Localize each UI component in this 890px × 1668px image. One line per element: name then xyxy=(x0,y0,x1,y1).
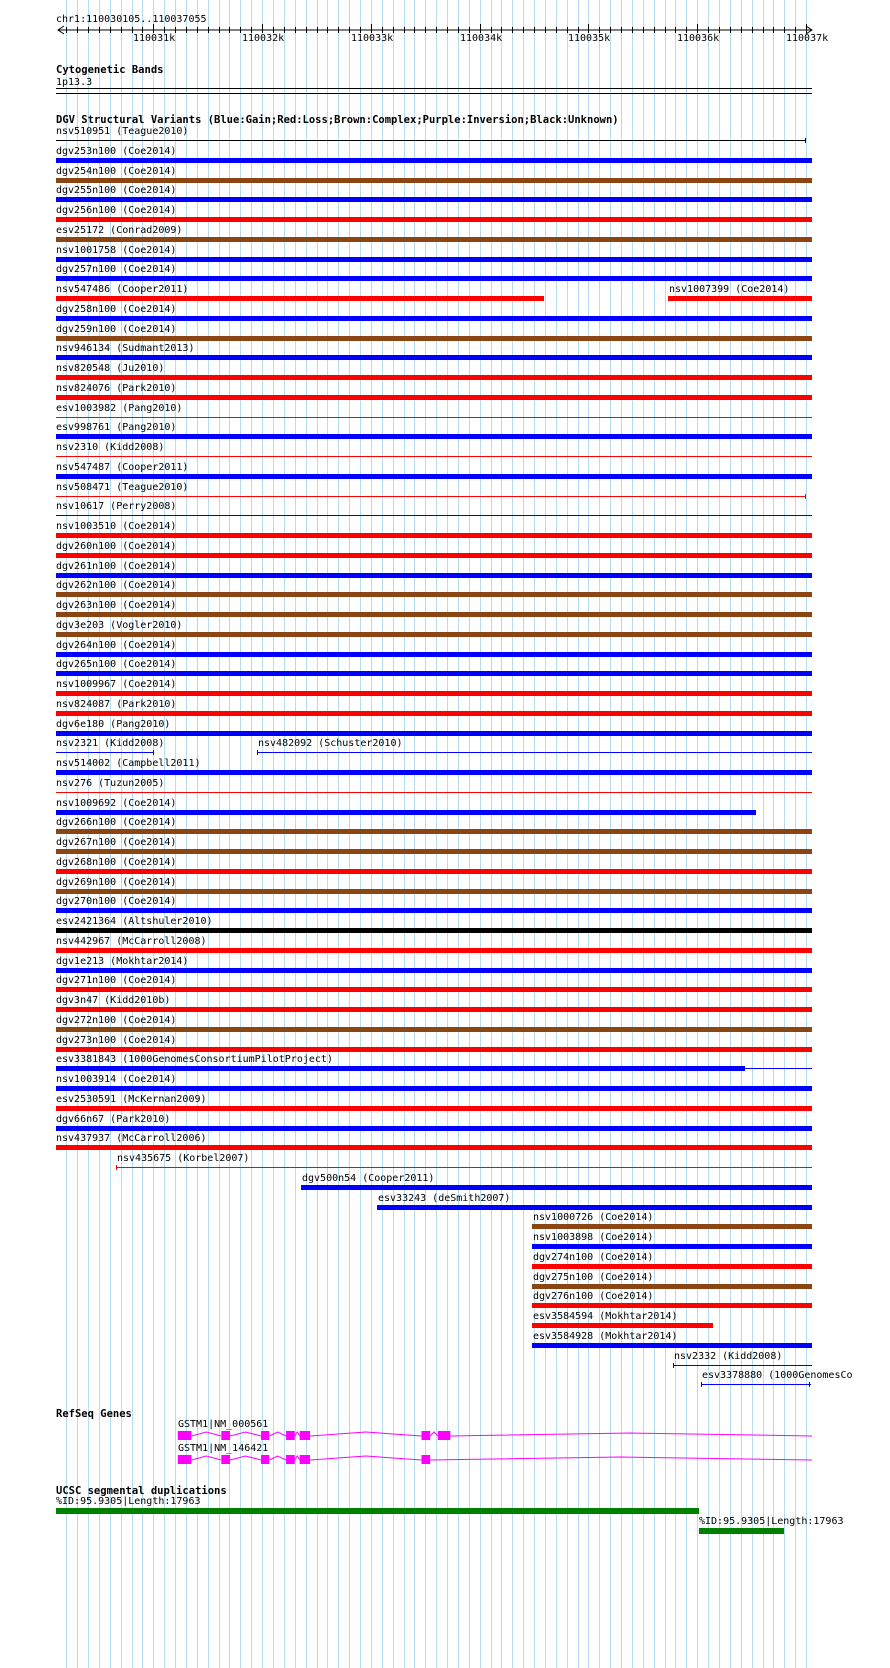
variant-label: dgv254n100 (Coe2014) xyxy=(56,166,177,177)
variant-bar[interactable] xyxy=(56,1106,812,1111)
exon-block xyxy=(286,1455,295,1464)
grid-line xyxy=(393,0,394,1668)
variant-bar[interactable] xyxy=(56,336,812,341)
exon-block xyxy=(438,1431,451,1440)
segdup-label: %ID:95.9305|Length:17963 xyxy=(56,1496,201,1507)
grid-line xyxy=(186,0,187,1668)
grid-line xyxy=(436,0,437,1668)
variant-bar[interactable] xyxy=(56,1126,812,1131)
grid-line xyxy=(360,0,361,1668)
grid-line xyxy=(295,0,296,1668)
variant-label: esv3381843 (1000GenomesConsortiumPilotProject) xyxy=(56,1054,333,1065)
variant-label: nsv547486 (Cooper2011) xyxy=(56,284,189,295)
exon-block xyxy=(261,1431,269,1440)
variant-label: dgv266n100 (Coe2014) xyxy=(56,817,177,828)
variant-label: nsv2321 (Kidd2008) xyxy=(56,738,165,749)
variant-bar[interactable] xyxy=(56,158,812,163)
variant-label: nsv1009967 (Coe2014) xyxy=(56,679,177,690)
variant-label: dgv261n100 (Coe2014) xyxy=(56,561,177,572)
variant-label: dgv272n100 (Coe2014) xyxy=(56,1015,177,1026)
variant-bar[interactable] xyxy=(532,1224,812,1229)
exon-block xyxy=(286,1431,295,1440)
exon-block xyxy=(300,1431,310,1440)
variant-label: nsv510951 (Teague2010) xyxy=(56,126,189,137)
variant-bar[interactable] xyxy=(56,889,812,894)
intron-line xyxy=(269,1456,286,1460)
variant-bar[interactable] xyxy=(56,987,812,992)
variant-bar[interactable] xyxy=(56,515,812,516)
variant-label: dgv275n100 (Coe2014) xyxy=(533,1272,654,1283)
variant-bar[interactable] xyxy=(56,928,812,933)
variant-label: dgv3e203 (Vogler2010) xyxy=(56,620,183,631)
grid-line xyxy=(414,0,415,1668)
variant-label: dgv3n47 (Kidd2010b) xyxy=(56,995,171,1006)
variant-label: nsv2310 (Kidd2008) xyxy=(56,442,165,453)
grid-line xyxy=(512,0,513,1668)
variant-label: dgv260n100 (Coe2014) xyxy=(56,541,177,552)
grid-line xyxy=(349,0,350,1668)
variant-label: nsv1007399 (Coe2014) xyxy=(669,284,790,295)
variant-bar[interactable] xyxy=(56,417,812,418)
intron-line xyxy=(310,1432,421,1436)
variant-label: dgv262n100 (Coe2014) xyxy=(56,580,177,591)
variant-label: dgv1e213 (Mokhtar2014) xyxy=(56,956,189,967)
grid-line xyxy=(425,0,426,1668)
variant-bar[interactable] xyxy=(56,1145,812,1150)
variant-bar[interactable] xyxy=(56,968,812,973)
variant-bar[interactable] xyxy=(56,375,812,380)
variant-bar[interactable] xyxy=(56,652,812,657)
variant-bar[interactable] xyxy=(56,496,806,497)
variant-label: nsv1001758 (Coe2014) xyxy=(56,245,177,256)
grid-line xyxy=(675,0,676,1668)
variant-end-cap xyxy=(153,750,154,755)
grid-line xyxy=(306,0,307,1668)
variant-label: esv3584928 (Mokhtar2014) xyxy=(533,1331,678,1342)
exon-block xyxy=(421,1431,430,1440)
variant-label: dgv256n100 (Coe2014) xyxy=(56,205,177,216)
grid-line xyxy=(208,0,209,1668)
grid-line xyxy=(697,0,698,1668)
variant-bar[interactable] xyxy=(377,1205,812,1210)
variant-bar[interactable] xyxy=(301,1185,812,1190)
variant-bar[interactable] xyxy=(56,197,812,202)
variant-label: esv3584594 (Mokhtar2014) xyxy=(533,1311,678,1322)
variant-bar[interactable] xyxy=(701,1384,811,1385)
variant-bar[interactable] xyxy=(56,849,812,854)
variant-bar[interactable] xyxy=(56,533,812,538)
variant-bar[interactable] xyxy=(56,869,812,874)
variant-label: esv3378880 (1000GenomesCo xyxy=(702,1370,853,1381)
grid-line xyxy=(654,0,655,1668)
variant-bar[interactable] xyxy=(56,691,812,696)
variant-label: nsv824076 (Park2010) xyxy=(56,383,177,394)
grid-line xyxy=(730,0,731,1668)
intron-line xyxy=(430,1432,438,1436)
grid-line xyxy=(197,0,198,1668)
variant-bar[interactable] xyxy=(532,1244,812,1249)
exon-block xyxy=(300,1455,310,1464)
variant-label: nsv1003510 (Coe2014) xyxy=(56,521,177,532)
transcript-label: GSTM1|NM_146421 xyxy=(178,1443,269,1454)
grid-line xyxy=(632,0,633,1668)
variant-bar[interactable] xyxy=(532,1284,812,1289)
intron-line xyxy=(310,1456,421,1460)
variant-bar[interactable] xyxy=(532,1323,713,1328)
variant-label: nsv547487 (Cooper2011) xyxy=(56,462,189,473)
ruler-tick-label: 110036k xyxy=(677,33,720,44)
segdup-track-title: UCSC segmental duplications xyxy=(56,1485,227,1497)
variant-bar[interactable] xyxy=(56,434,812,439)
variant-bar[interactable] xyxy=(56,553,812,558)
variant-label: nsv442967 (McCarroll2008) xyxy=(56,936,207,947)
variant-bar[interactable] xyxy=(56,948,812,953)
ruler-tick-label: 110031k xyxy=(133,33,176,44)
variant-end-cap xyxy=(116,1165,117,1170)
ruler-tick-label: 110032k xyxy=(242,33,285,44)
variant-label: dgv273n100 (Coe2014) xyxy=(56,1035,177,1046)
grid-line xyxy=(741,0,742,1668)
variant-bar[interactable] xyxy=(56,829,812,834)
grid-line xyxy=(599,0,600,1668)
variant-label: dgv257n100 (Coe2014) xyxy=(56,264,177,275)
ruler-tick-label: 110034k xyxy=(460,33,503,44)
grid-line xyxy=(219,0,220,1668)
grid-line xyxy=(773,0,774,1668)
variant-bar[interactable] xyxy=(56,316,812,321)
cytoband-label: 1p13.3 xyxy=(56,77,93,88)
variant-label: dgv264n100 (Coe2014) xyxy=(56,640,177,651)
variant-label: nsv1000726 (Coe2014) xyxy=(533,1212,654,1223)
grid-line xyxy=(273,0,274,1668)
segdup-label: %ID:95.9305|Length:17963 xyxy=(699,1516,844,1527)
segdup-bar[interactable] xyxy=(699,1528,784,1534)
grid-line xyxy=(545,0,546,1668)
ruler-tick-label: 110037k xyxy=(786,33,829,44)
grid-line xyxy=(643,0,644,1668)
variant-label: nsv514002 (Campbell2011) xyxy=(56,758,201,769)
grid-line xyxy=(806,0,807,1668)
dgv-track-title: DGV Structural Variants (Blue:Gain;Red:Loss;Brown:Complex;Purple:Inversion;Black:Unknown) xyxy=(56,114,619,126)
exon-block xyxy=(421,1455,430,1464)
variant-bar[interactable] xyxy=(56,1066,745,1071)
variant-label: nsv10617 (Perry2008) xyxy=(56,501,177,512)
variant-label: dgv500n54 (Cooper2011) xyxy=(302,1173,435,1184)
grid-line xyxy=(763,0,764,1668)
variant-bar[interactable] xyxy=(532,1264,812,1269)
variant-bar[interactable] xyxy=(532,1303,812,1308)
ruler-tick-label: 110033k xyxy=(351,33,394,44)
grid-line xyxy=(621,0,622,1668)
variant-label: dgv269n100 (Coe2014) xyxy=(56,877,177,888)
variant-bar[interactable] xyxy=(56,456,812,457)
variant-bar[interactable] xyxy=(56,140,806,141)
grid-line xyxy=(240,0,241,1668)
variant-label: nsv824087 (Park2010) xyxy=(56,699,177,710)
variant-label: dgv255n100 (Coe2014) xyxy=(56,185,177,196)
variant-bar[interactable] xyxy=(56,770,812,775)
variant-label: dgv6e180 (Pang2010) xyxy=(56,719,171,730)
variant-label: dgv258n100 (Coe2014) xyxy=(56,304,177,315)
variant-label: dgv265n100 (Coe2014) xyxy=(56,659,177,670)
grid-line xyxy=(404,0,405,1668)
grid-line xyxy=(327,0,328,1668)
grid-line xyxy=(556,0,557,1668)
grid-line xyxy=(686,0,687,1668)
variant-bar[interactable] xyxy=(56,355,812,360)
variant-bar[interactable] xyxy=(56,296,544,301)
variant-label: dgv270n100 (Coe2014) xyxy=(56,896,177,907)
variant-bar[interactable] xyxy=(116,1167,812,1168)
grid-line xyxy=(371,0,372,1668)
intron-line xyxy=(295,1456,300,1460)
intron-line xyxy=(450,1433,812,1436)
variant-bar[interactable] xyxy=(56,711,812,716)
variant-bar[interactable] xyxy=(56,178,812,183)
grid-line xyxy=(317,0,318,1668)
variant-bar[interactable] xyxy=(56,573,812,578)
variant-bar[interactable] xyxy=(56,395,812,400)
variant-bar[interactable] xyxy=(56,276,812,281)
variant-bar[interactable] xyxy=(673,1365,812,1366)
grid-line xyxy=(523,0,524,1668)
exon-block xyxy=(221,1431,230,1440)
grid-line xyxy=(501,0,502,1668)
cytoband-divider-top xyxy=(56,88,812,89)
variant-label: dgv274n100 (Coe2014) xyxy=(533,1252,654,1263)
variant-label: nsv435675 (Korbel2007) xyxy=(117,1153,250,1164)
variant-end-cap xyxy=(673,1363,674,1368)
variant-bar[interactable] xyxy=(532,1343,812,1348)
variant-label: nsv437937 (McCarroll2006) xyxy=(56,1133,207,1144)
intron-line xyxy=(230,1432,261,1436)
variant-bar[interactable] xyxy=(56,810,756,815)
cytoband-track-title: Cytogenetic Bands xyxy=(56,64,164,76)
variant-label: nsv2332 (Kidd2008) xyxy=(674,1351,783,1362)
exon-block xyxy=(221,1455,230,1464)
variant-label: nsv276 (Tuzun2005) xyxy=(56,778,165,789)
transcript-model[interactable] xyxy=(0,1453,890,1467)
grid-line xyxy=(708,0,709,1668)
variant-label: nsv1009692 (Coe2014) xyxy=(56,798,177,809)
grid-line xyxy=(251,0,252,1668)
grid-line xyxy=(262,0,263,1668)
variant-label: esv2421364 (Altshuler2010) xyxy=(56,916,213,927)
variant-label: dgv268n100 (Coe2014) xyxy=(56,857,177,868)
variant-label: nsv508471 (Teague2010) xyxy=(56,482,189,493)
grid-line xyxy=(578,0,579,1668)
location-label: chr1:110030105..110037055 xyxy=(56,14,207,25)
grid-line xyxy=(458,0,459,1668)
grid-line xyxy=(784,0,785,1668)
grid-line xyxy=(480,0,481,1668)
variant-bar[interactable] xyxy=(56,632,812,637)
variant-bar[interactable] xyxy=(56,1027,812,1032)
grid-line xyxy=(382,0,383,1668)
grid-line xyxy=(534,0,535,1668)
grid-line xyxy=(469,0,470,1668)
variant-label: esv33243 (deSmith2007) xyxy=(378,1193,511,1204)
grid-line xyxy=(491,0,492,1668)
variant-label: dgv66n67 (Park2010) xyxy=(56,1114,171,1125)
intron-line xyxy=(230,1456,261,1460)
grid-line xyxy=(284,0,285,1668)
variant-label: esv2530591 (McKernan2009) xyxy=(56,1094,207,1105)
variant-bar[interactable] xyxy=(56,1007,812,1012)
exon-block xyxy=(261,1455,269,1464)
variant-bar[interactable] xyxy=(56,237,812,242)
variant-bar[interactable] xyxy=(56,792,812,793)
variant-end-cap xyxy=(805,138,806,143)
variant-label: dgv267n100 (Coe2014) xyxy=(56,837,177,848)
variant-bar[interactable] xyxy=(56,752,154,753)
variant-label: nsv1003898 (Coe2014) xyxy=(533,1232,654,1243)
variant-label: dgv276n100 (Coe2014) xyxy=(533,1291,654,1302)
variant-label: nsv820548 (Ju2010) xyxy=(56,363,165,374)
variant-label: dgv259n100 (Coe2014) xyxy=(56,324,177,335)
variant-bar[interactable] xyxy=(56,671,812,676)
variant-bar[interactable] xyxy=(56,908,812,913)
variant-end-cap xyxy=(809,1382,810,1387)
exon-block xyxy=(178,1431,192,1440)
variant-end-cap xyxy=(701,1382,702,1387)
variant-bar[interactable] xyxy=(668,296,812,301)
intron-line xyxy=(191,1432,221,1436)
intron-line xyxy=(295,1432,300,1436)
exon-block xyxy=(178,1455,192,1464)
variant-label: esv25172 (Conrad2009) xyxy=(56,225,183,236)
intron-line xyxy=(191,1456,221,1460)
variant-bar[interactable] xyxy=(56,257,812,262)
variant-bar[interactable] xyxy=(56,592,812,597)
variant-label: esv998761 (Pang2010) xyxy=(56,422,177,433)
grid-line xyxy=(752,0,753,1668)
variant-label: dgv253n100 (Coe2014) xyxy=(56,146,177,157)
variant-label: dgv263n100 (Coe2014) xyxy=(56,600,177,611)
variant-label: dgv271n100 (Coe2014) xyxy=(56,975,177,986)
variant-bar-tail xyxy=(745,1068,812,1069)
transcript-model[interactable] xyxy=(0,1429,890,1443)
intron-line xyxy=(269,1432,286,1436)
variant-bar[interactable] xyxy=(56,731,812,736)
grid-line xyxy=(588,0,589,1668)
grid-line xyxy=(338,0,339,1668)
variant-label: nsv1003914 (Coe2014) xyxy=(56,1074,177,1085)
variant-end-cap xyxy=(257,750,258,755)
grid-line xyxy=(719,0,720,1668)
variant-label: esv1003982 (Pang2010) xyxy=(56,403,183,414)
variant-bar[interactable] xyxy=(257,752,812,753)
variant-bar[interactable] xyxy=(56,612,812,617)
grid-line xyxy=(447,0,448,1668)
variant-label: nsv946134 (Sudmant2013) xyxy=(56,343,195,354)
segdup-bar[interactable] xyxy=(56,1508,699,1514)
grid-line xyxy=(567,0,568,1668)
grid-line xyxy=(795,0,796,1668)
variant-end-cap xyxy=(805,494,806,499)
cytoband-divider-bottom xyxy=(56,93,812,94)
variant-bar[interactable] xyxy=(56,1086,812,1091)
ruler-tick-label: 110035k xyxy=(568,33,611,44)
grid-line xyxy=(665,0,666,1668)
variant-label: nsv482092 (Schuster2010) xyxy=(258,738,403,749)
intron-line xyxy=(430,1457,812,1460)
variant-bar[interactable] xyxy=(56,474,812,479)
grid-line xyxy=(610,0,611,1668)
transcript-label: GSTM1|NM_000561 xyxy=(178,1419,269,1430)
refseq-track-title: RefSeq Genes xyxy=(56,1408,132,1420)
variant-bar[interactable] xyxy=(56,1047,812,1052)
grid-line xyxy=(229,0,230,1668)
variant-bar[interactable] xyxy=(56,217,812,222)
